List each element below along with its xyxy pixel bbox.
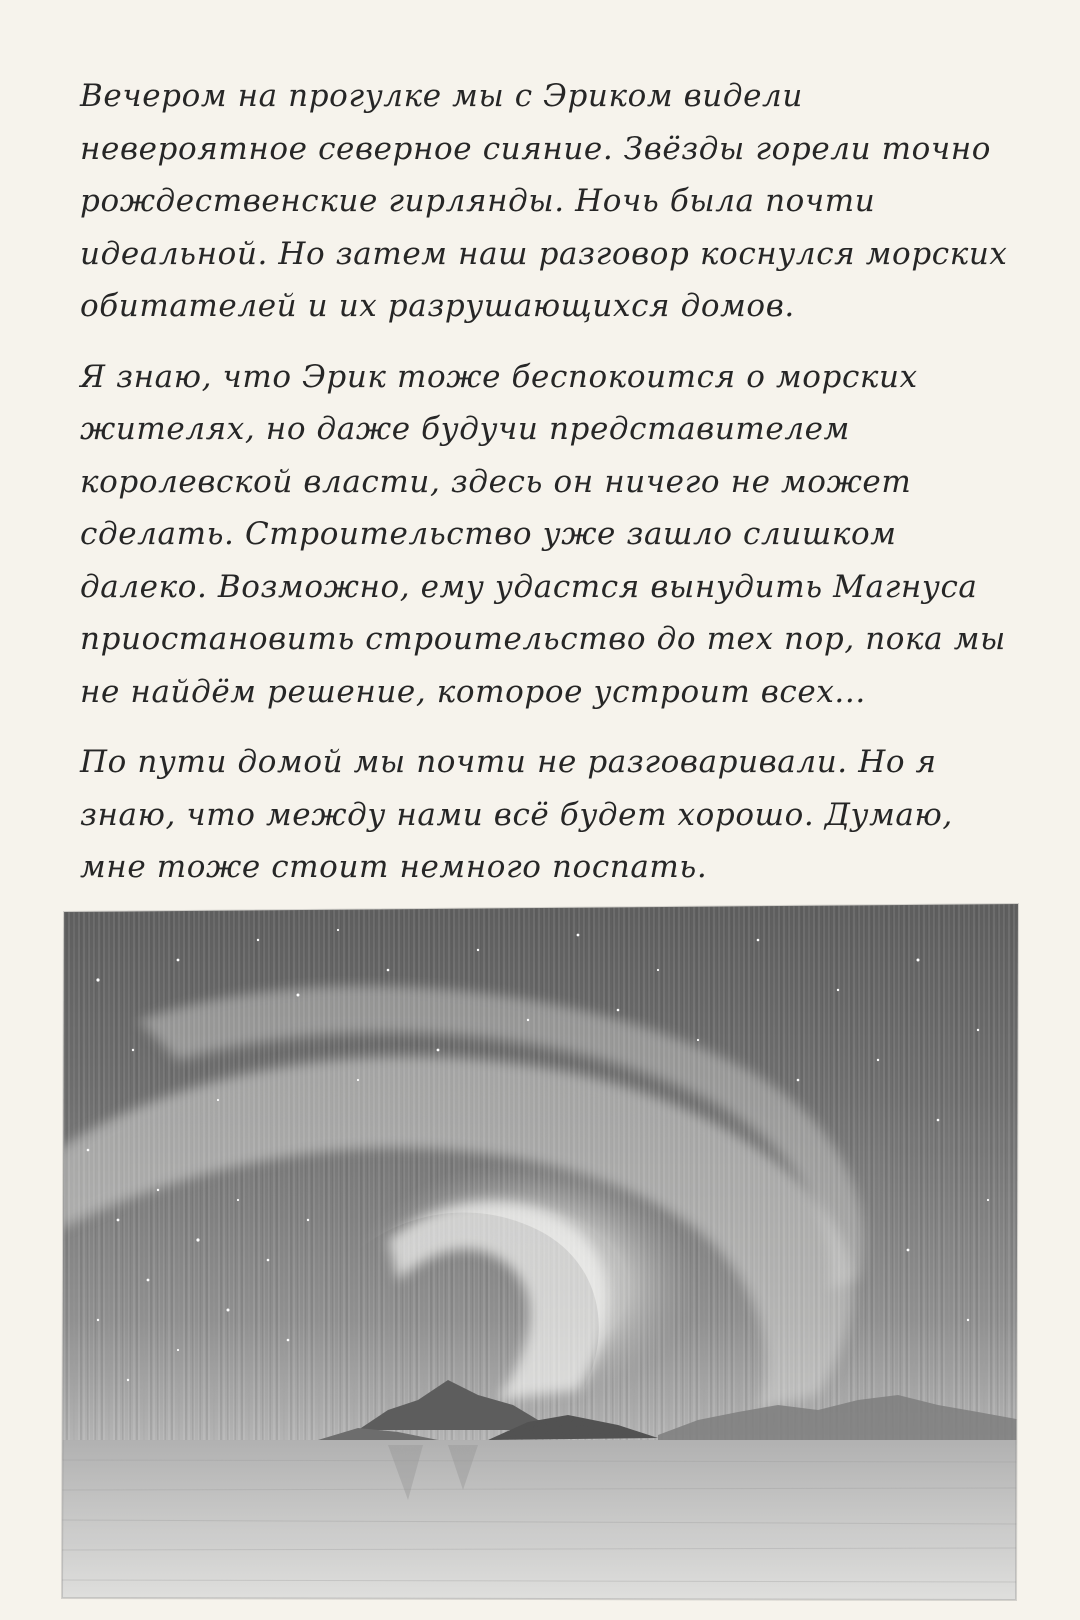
aurora-sketch [58,900,1022,1604]
aurora-illustration [58,900,1022,1604]
journal-paragraph-3: По пути домой мы почти не разговаривали. Но я знаю, что между нами всё будет хорошо. Думаю, мне тоже стоит немного поспать. [80,744,953,885]
journal-entry [80,70,1010,912]
journal-paragraph-1: Вечером на прогулке мы с Эриком видели невероятное северное сияние. Звёзды горели точно рождественские гирлянды. Ночь была почти идеальной. Но затем наш разговор коснулся морских обитателей и их разрушающихся домов. [80,78,1008,324]
journal-paragraph-2: Я знаю, что Эрик тоже беспокоится о морских жителях, но даже будучи представителем королевской власти, здесь он ничего не может сделать. Строительство уже зашло слишком далеко. Возможно, ему удастся вынудить Магнуса приостановить строительство до тех пор, пока мы не найдём решение, которое устроит всех... [80,358,1006,710]
